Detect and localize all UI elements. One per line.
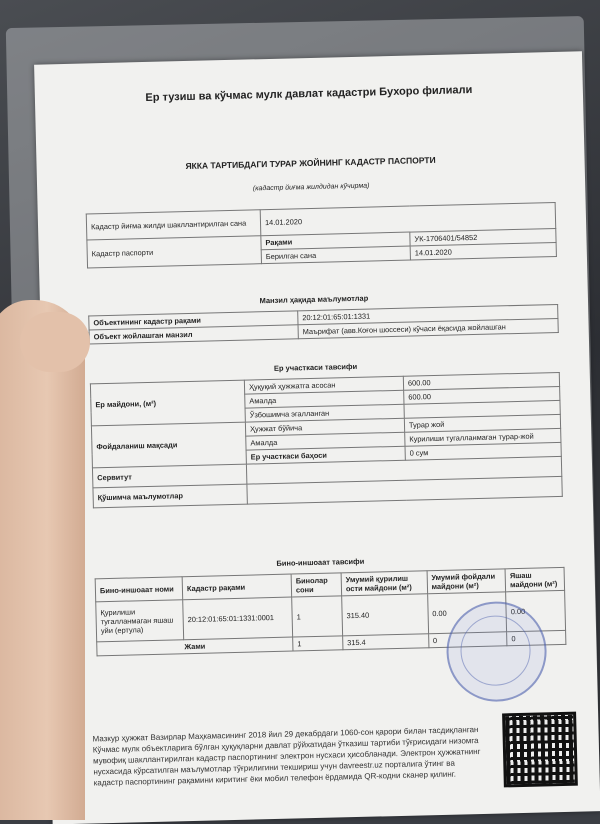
org-title: Ер тузиш ва кўчмас мулк давлат кадастри Бухоро филиали bbox=[145, 83, 473, 104]
legal-area-label: Ҳуқуқий ҳужжатга асосан bbox=[244, 376, 403, 394]
cad-number-value: 20:12:01:65:01:1331 bbox=[298, 304, 558, 324]
total-label: Жами bbox=[97, 637, 293, 656]
top-table bbox=[86, 202, 557, 268]
building-area: 315.40 bbox=[342, 594, 429, 636]
land-section-title: Ер участкаси тавсифи bbox=[273, 361, 358, 373]
building-count: 1 bbox=[292, 596, 343, 637]
document-paper bbox=[34, 51, 600, 824]
col-header-cadastre: Кадастр рақами bbox=[182, 574, 292, 600]
address-table bbox=[88, 304, 559, 344]
address-label: Объект жойлашган манзил bbox=[89, 325, 298, 344]
number-value: УК-1706401/54852 bbox=[410, 228, 556, 246]
thumb bbox=[20, 312, 90, 372]
formed-date-value: 14.01.2020 bbox=[260, 203, 556, 236]
usage-actual-label: Амалда bbox=[246, 432, 405, 450]
land-price-value: 0 сум bbox=[405, 442, 561, 460]
col-header-useful-area: Умумий фойдали майдони (м²) bbox=[427, 569, 506, 594]
col-header-name: Бино-иншоаат номи bbox=[95, 577, 183, 602]
col-header-count: Бинолар сони bbox=[291, 573, 341, 597]
cad-number-label: Объектининг кадастр рақами bbox=[89, 311, 298, 330]
building-useful-area: 0.00 bbox=[427, 592, 506, 634]
actual-area-value: 600.00 bbox=[404, 386, 560, 404]
holding-hand bbox=[0, 300, 85, 820]
usage-actual-value: Курилиши тугалланмаган турар-жой bbox=[405, 428, 561, 446]
doc-title: ЯККА ТАРТИБДАГИ ТУРАР ЖОЙНИНГ КАДАСТР ПАСПОРТИ bbox=[185, 154, 436, 172]
building-section-title: Бино-иншоаат тавсифи bbox=[276, 556, 365, 568]
col-header-build-area: Умумий қурилиш ости майдони (м²) bbox=[341, 571, 427, 596]
footer-text: Мазкур ҳужжат Вазирлар Маҳкамасининг 2018 йил 29 декабрдаги 1060-сон қарори билан тасдиқланган Кўчмас мулк объектларига бўлган ҳуқуқларни давлат рўйхатидан ўтказиш тартиби тўғрисидаги низомга мувофиқ шакллантирилган кадастр паспортининг электрон нусхаси ҳисобланади. Электрон ҳужжатнинг нусхасида кўрсатилган маълумотлар тўғрилигини текшириш учун davreestr.uz порталига ўтинг ва кадастр паспортининг рақамини киритинг ёки мобил телефон ёрдамида QR-кодни сканер қилинг. bbox=[92, 725, 481, 788]
formed-date-label: Кадастр йиғма жилди шакллантирилган сана bbox=[86, 210, 261, 240]
address-section-title: Манзил ҳақида маълумотлар bbox=[259, 293, 369, 306]
land-table bbox=[90, 372, 563, 508]
land-area-label: Ер майдони, (м²) bbox=[90, 380, 245, 426]
issued-label: Берилган сана bbox=[261, 246, 410, 264]
legal-area-value: 600.00 bbox=[403, 372, 559, 390]
usage-doc-value: Турар жой bbox=[404, 414, 560, 432]
illegal-area-label: Ўзбошимча эгалланган bbox=[245, 404, 404, 422]
total-living-area: 0 bbox=[507, 630, 566, 645]
passport-label: Кадастр паспорти bbox=[87, 236, 262, 268]
extra-info-label: Қўшимча маълумотлар bbox=[93, 484, 247, 508]
servitude-label: Сервитут bbox=[92, 464, 246, 488]
total-useful-area: 0 bbox=[428, 632, 507, 648]
total-count: 1 bbox=[293, 636, 343, 651]
building-living-area: 0.00 bbox=[506, 590, 566, 631]
address-value: Маърифат (авв.Коғон шоссеси) кўчаси ёқасида жойлашган bbox=[298, 318, 558, 338]
usage-purpose-label: Фойдаланиш мақсади bbox=[91, 422, 246, 468]
qr-code-icon bbox=[502, 712, 578, 788]
building-cadastre: 20:12:01:65:01:1331:0001 bbox=[183, 597, 293, 640]
usage-doc-label: Ҳужжат бўйича bbox=[245, 418, 404, 436]
number-label: Рақами bbox=[261, 232, 410, 250]
total-build-area: 315.4 bbox=[343, 634, 429, 650]
building-name: Қурилиши тугалланмаган яшаш уйи (ертула) bbox=[96, 600, 184, 642]
actual-area-label: Амалда bbox=[245, 390, 404, 408]
land-price-label: Ер участкаси баҳоси bbox=[246, 446, 405, 464]
col-header-living-area: Яшаш майдони (м²) bbox=[505, 567, 564, 591]
issued-value: 14.01.2020 bbox=[410, 242, 556, 260]
doc-subtitle: (кадастр йиғма жилдидан кўчирма) bbox=[252, 182, 370, 193]
